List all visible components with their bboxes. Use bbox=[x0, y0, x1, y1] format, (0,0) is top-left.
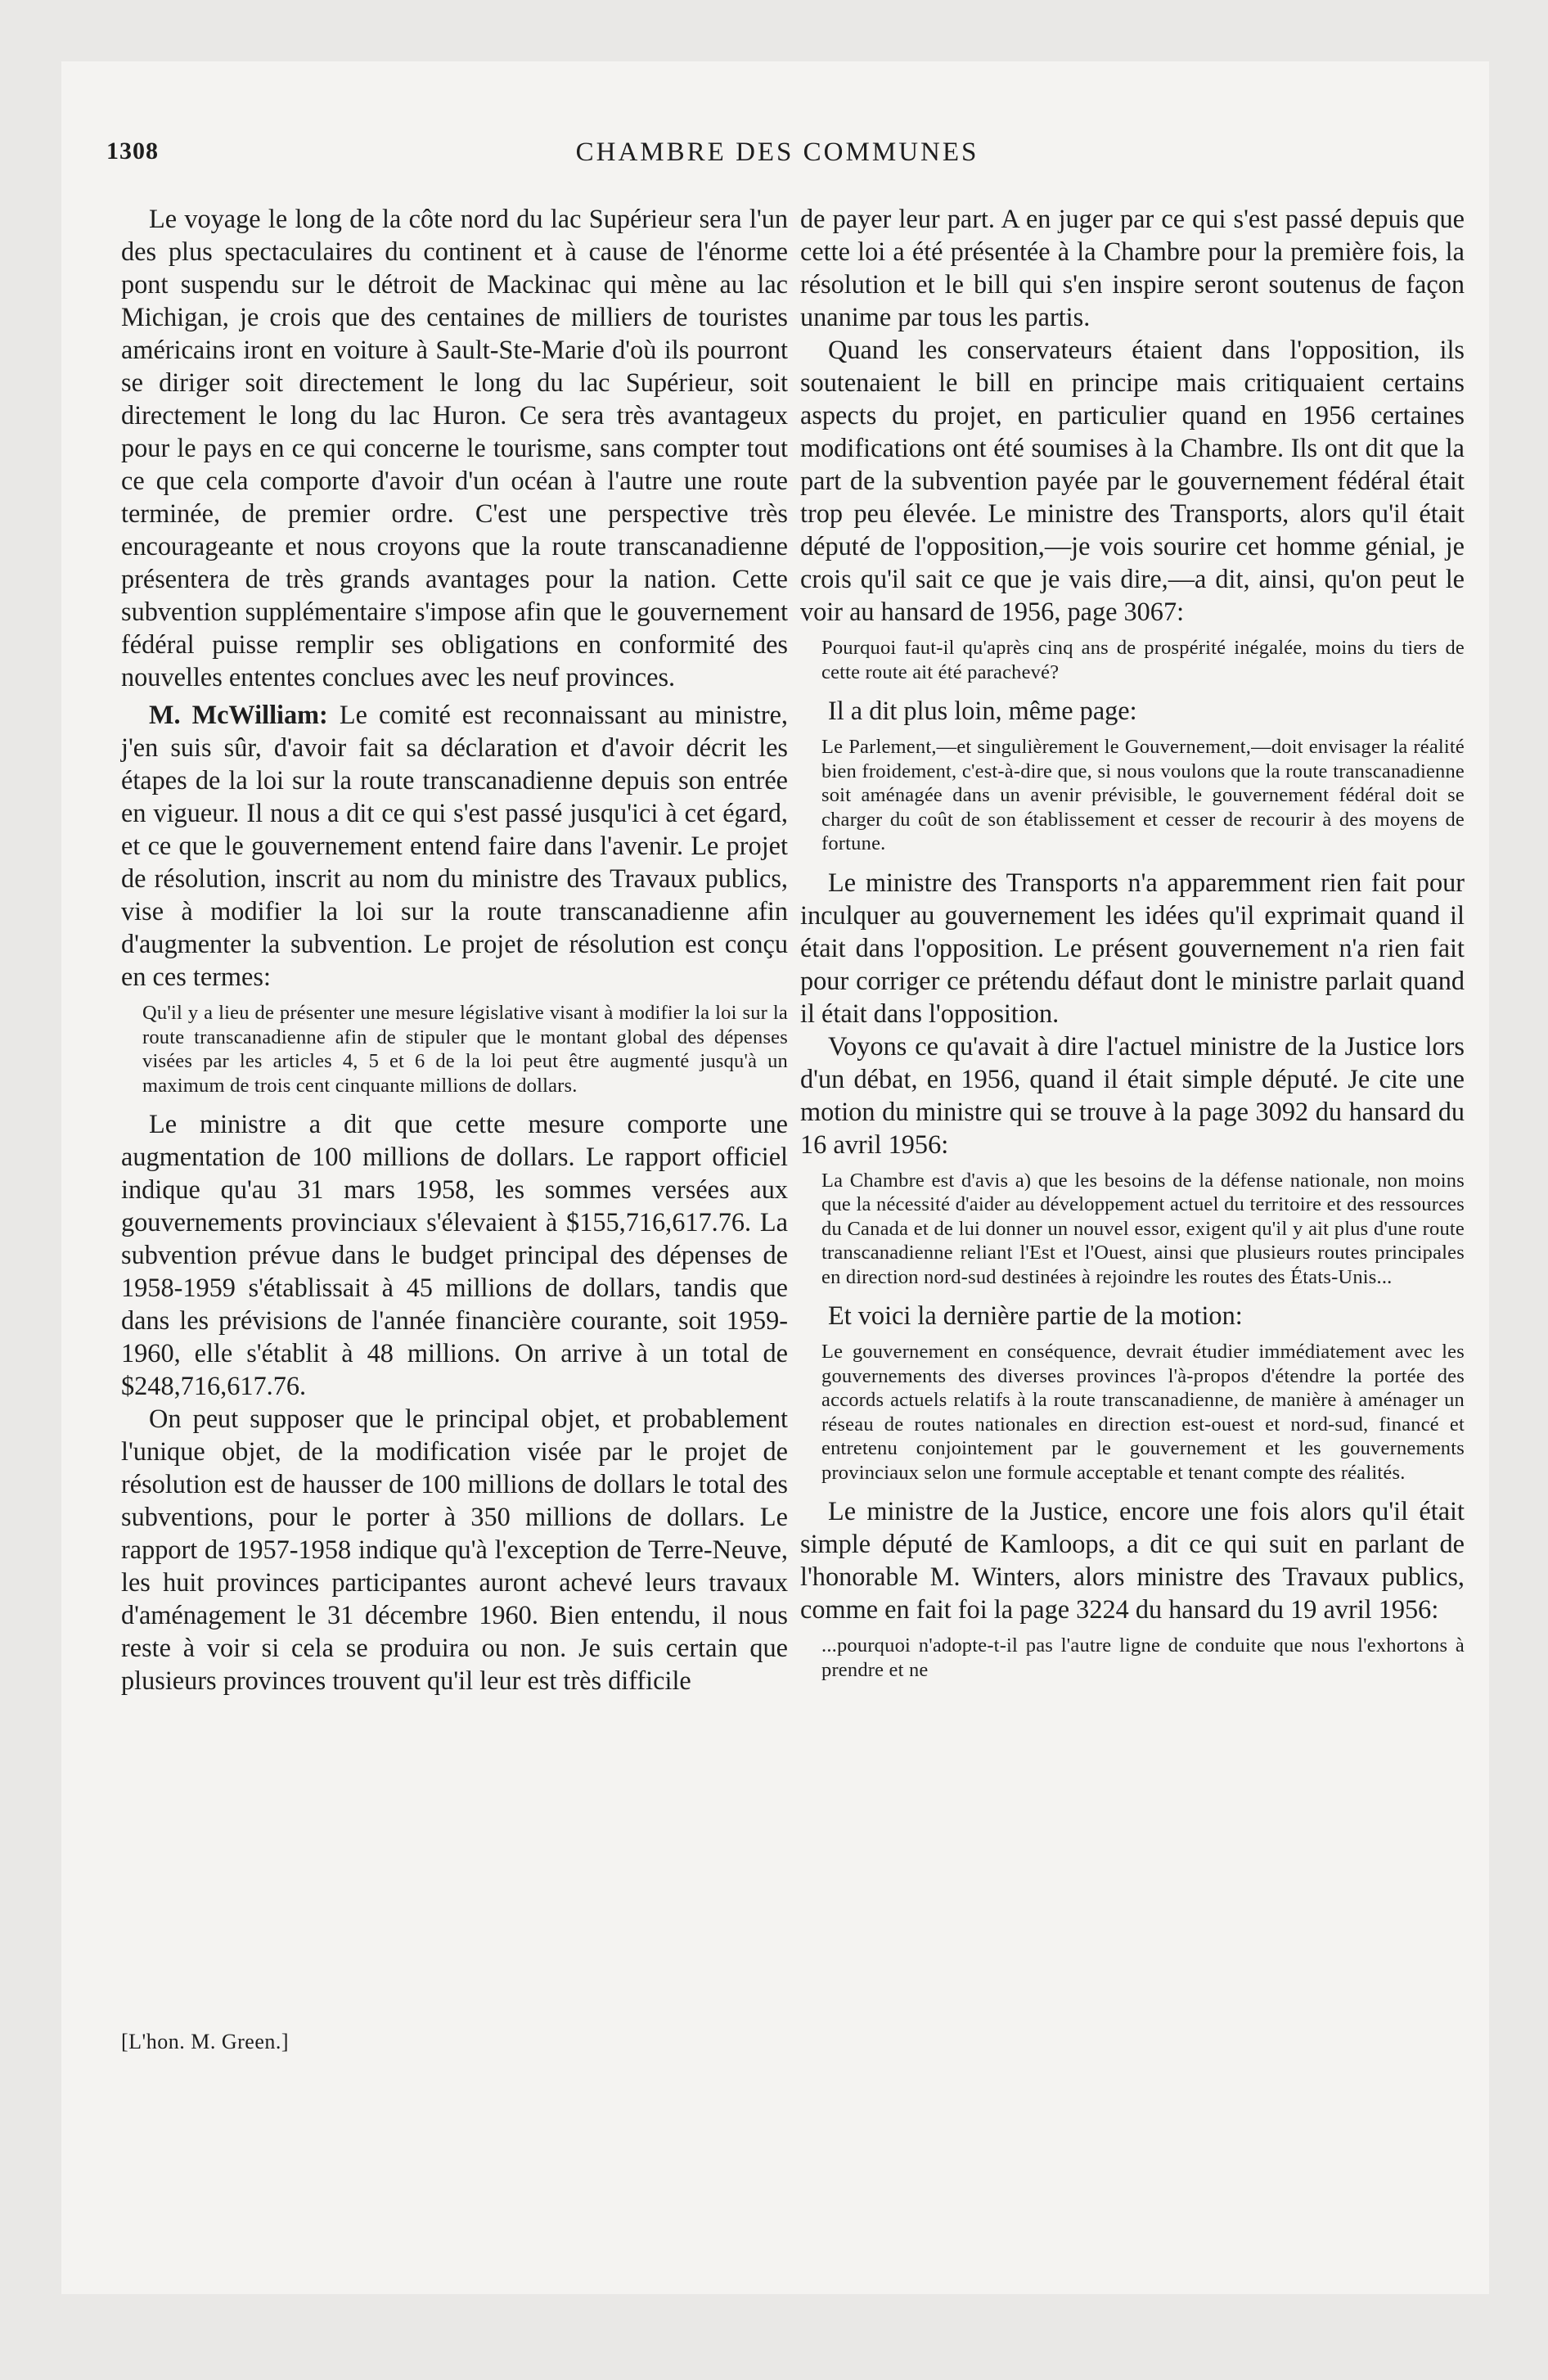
journal-title: CHAMBRE DES COMMUNES bbox=[575, 137, 979, 167]
quotation: Le gouvernement en conséquence, devrait étudier immédiatement avec les gouvernements des diverses provinces l'à-propos d'étendre la portée des accords actuels relatifs à la route transcanadienne, de manière à aménager un réseau de routes nationales en direction est-ouest et nord-sud, financé et entretenu conjointement par le gouvernement et les gouvernements provinciaux selon une formule acceptable et tenant compte des réalités. bbox=[821, 1341, 1465, 1484]
paragraph: Le ministre des Transports n'a apparemment rien fait pour inculquer au gouvernement les idées qu'il exprimait quand il était dans l'opposition. Le présent gouvernement n'a rien fait pour corriger ce prétendu défaut dont le ministre parlait quand il était dans l'opposition. bbox=[800, 867, 1465, 1028]
paragraph: Il a dit plus loin, même page: bbox=[828, 696, 1137, 725]
paragraph bbox=[121, 698, 788, 993]
quotation: La Chambre est d'avis a) que les besoins de la défense nationale, non moins que la nécessité d'aider au développement actuel du territoire et des ressources du Canada et de lui donner un nouvel essor, exigent qu'il y ait plus d'une route transcanadienne reliant l'Est et l'Ouest, ainsi que plusieurs routes principales en direction nord-sud destinées à rejoindre les routes des États-Unis... bbox=[821, 1169, 1465, 1288]
paragraph: On peut supposer que le principal objet, et probablement l'unique objet, de la modification visée par le projet de résolution est de hausser de 100 millions de dollars le total des subventions, pour le porter à 350 millions de dollars. Le rapport de 1957-1958 indique qu'à l'exception de Terre-Neuve, les huit provinces participantes auront achevé leurs travaux d'aménagement le 31 décembre 1960. Bien entendu, il nous reste à voir si cela se produira ou non. Je suis certain que plusieurs provinces trouvent qu'il leur est très difficile bbox=[121, 1404, 788, 1695]
page-number: 1308 bbox=[106, 137, 159, 165]
left-column bbox=[121, 202, 788, 1697]
speaker-attribution: [L'hon. M. Green.] bbox=[121, 2030, 290, 2053]
right-column bbox=[800, 202, 1465, 1692]
paragraph: Voyons ce qu'avait à dire l'actuel ministre de la Justice lors d'un débat, en 1956, quand il était simple député. Je cite une motion du ministre qui se trouve à la page 3092 du hansard du 16 avril 1956: bbox=[800, 1030, 1465, 1159]
quotation: Pourquoi faut-il qu'après cinq ans de prospérité inégalée, moins du tiers de cette route ait été parachevé? bbox=[821, 637, 1465, 683]
speech-text: Le comité est reconnaissant au ministre, j'en suis sûr, d'avoir fait sa déclaration et d'avoir décrit les étapes de la loi sur la route transcanadienne depuis son entrée en vigueur. Il nous a dit ce qui s'est passé jusqu'ici à cet égard, et ce que le gouvernement entend faire dans l'avenir. Le projet de résolution, inscrit au nom du ministre des Travaux publics, vise à modifier la loi sur la route transcanadienne afin d'augmenter la subvention. Le projet de résolution est conçu en ces termes: bbox=[121, 700, 788, 991]
quotation: ...pourquoi n'adopte-t-il pas l'autre ligne de conduite que nous l'exhortons à prendre et ne bbox=[821, 1634, 1465, 1681]
paragraph: Le ministre de la Justice, encore une fois alors qu'il était simple député de Kamloops, a dit ce qui suit en parlant de l'honorable M. Winters, alors ministre des Travaux publics, comme en fait foi la page 3224 du hansard du 19 avril 1956: bbox=[800, 1496, 1465, 1624]
paragraph: Le ministre a dit que cette mesure comporte une augmentation de 100 millions de dollars. Le rapport officiel indique qu'au 31 mars 1958, les sommes versées aux gouvernements provinciaux s'élevaient à $155,716,617.76. La subvention prévue dans le budget principal des dépenses de 1958-1959 s'établissait à 45 millions de dollars, tandis que dans les prévisions de l'année financière courante, soit 1959-1960, elle s'établit à 48 millions. On arrive à un total de $248,716,617.76. bbox=[121, 1109, 788, 1400]
paragraph: Quand les conservateurs étaient dans l'opposition, ils soutenaient le bill en principe mais critiquaient certains aspects du projet, en particulier quand en 1956 certaines modifications ont été soumises à la Chambre. Ils ont dit que la part de la subvention payée par le gouvernement fédéral était trop peu élevée. Le ministre des Transports, alors qu'il était député de l'opposition,—je vois sourire cet homme génial, je crois qu'il sait ce que je vais dire,—a dit, ainsi, qu'on peut le voir au hansard de 1956, page 3067: bbox=[800, 335, 1465, 626]
speaker-name: M. McWilliam: bbox=[149, 700, 328, 729]
paragraph: Et voici la dernière partie de la motion: bbox=[828, 1300, 1243, 1330]
paragraph: Le voyage le long de la côte nord du lac Supérieur sera l'un des plus spectaculaires du continent et à cause de l'énorme pont suspendu sur le détroit de Mackinac qui mène au lac Michigan, je crois que des centaines de milliers de touristes américains iront en voiture à Sault-Ste-Marie d'où ils pourront se diriger soit directement le long du lac Supérieur, soit directement le long du lac Huron. Ce sera très avantageux pour le pays en ce qui concerne le tourisme, sans compter tout ce que cela comporte d'avoir d'un océan à l'autre une route terminée, de premier ordre. C'est une perspective très encourageante et nous croyons que la route transcanadienne présentera de très grands avantages pour la nation. Cette subvention supplémentaire s'impose afin que le gouvernement fédéral puisse remplir ses obligations en conformité des nouvelles ententes conclues avec les neuf provinces. bbox=[121, 204, 788, 692]
paragraph: de payer leur part. A en juger par ce qui s'est passé depuis que cette loi a été présentée à la Chambre pour la première fois, la résolution et le bill qui s'en inspire seront soutenus de façon unanime par tous les partis. bbox=[800, 204, 1465, 331]
page-header bbox=[106, 137, 1448, 178]
quotation: Le Parlement,—et singulièrement le Gouvernement,—doit envisager la réalité bien froidement, c'est-à-dire que, si nous voulons que la route transcanadienne soit aménagée dans un avenir prévisible, le gouvernement fédéral doit se charger du coût de son établissement et cesser de recourir à des moyens de fortune. bbox=[821, 736, 1465, 854]
quotation: Qu'il y a lieu de présenter une mesure législative visant à modifier la loi sur la route transcanadienne afin de stipuler que le montant global des dépenses visées par les articles 4, 5 et 6 de la loi peut être augmenté jusqu'à un maximum de trois cent cinquante millions de dollars. bbox=[142, 1002, 788, 1097]
